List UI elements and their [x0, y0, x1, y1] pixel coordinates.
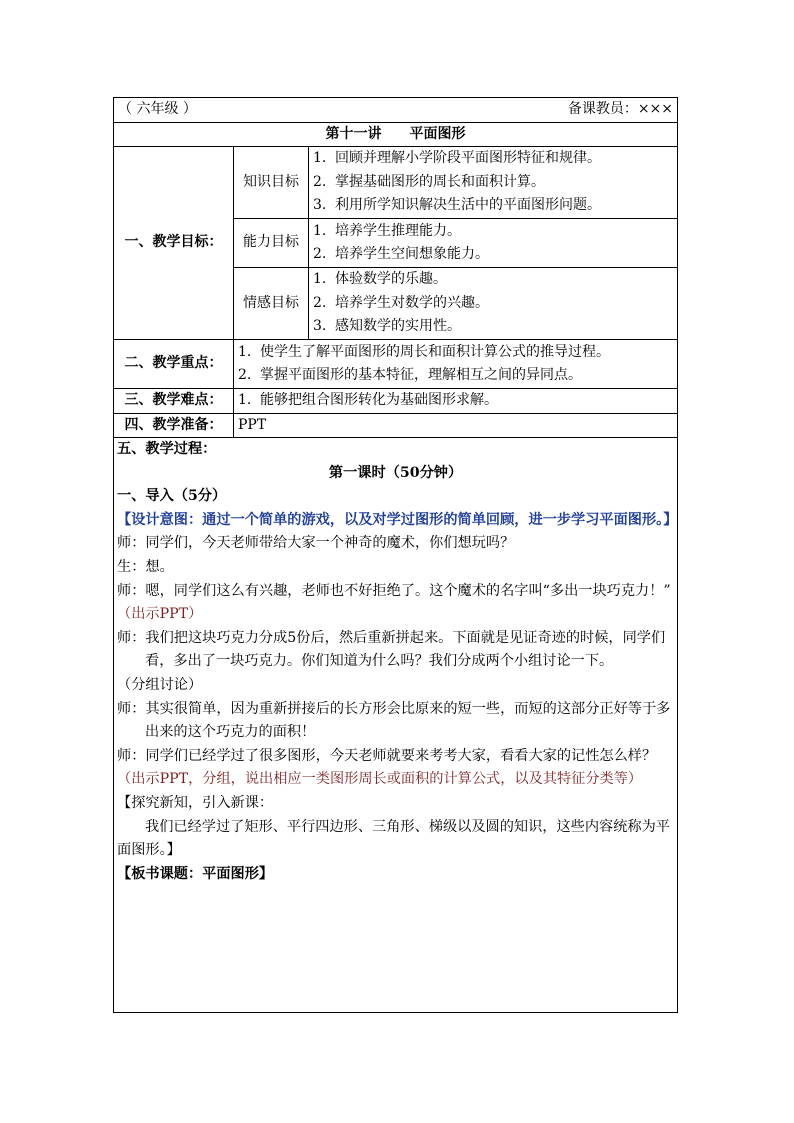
- key-points-items: [234, 340, 678, 389]
- objective-item: 1. 体验数学的乐趣。: [313, 271, 447, 288]
- key-points-label: 二、教学重点：: [114, 340, 234, 389]
- header-row: [114, 98, 678, 123]
- grade-label: （ 六年级 ）: [118, 101, 197, 117]
- difficulties-row: [114, 389, 678, 414]
- objective-item: 2. 掌握基础图形的周长和面积计算。: [313, 173, 545, 190]
- preparation-label: 四、教学准备：: [114, 413, 234, 438]
- objective-item: 3. 感知数学的实用性。: [313, 318, 461, 335]
- title-row: [114, 122, 678, 147]
- board-title: 【板书课题：平面图形】: [117, 865, 274, 882]
- process-label: 五、教学过程：: [117, 441, 217, 457]
- dialogue-line: 师：嗯，同学们这么有兴趣，老师也不好拒绝了。这个魔术的名字叫“多出一块巧克力！”: [117, 582, 671, 599]
- stage-note: （分组讨论）: [117, 676, 203, 693]
- teacher-label: 备课教员：×××: [567, 101, 674, 117]
- lesson-plan-document: [113, 97, 677, 1013]
- key-points-row: [114, 340, 678, 389]
- preparation-row: [114, 413, 678, 438]
- objective-items-knowledge: [309, 147, 678, 219]
- key-point-item: 2. 掌握平面图形的基本特征，理解相互之间的异同点。: [238, 367, 582, 383]
- dialogue-line: 生：想。: [117, 558, 174, 575]
- objective-item: 2. 培养学生空间想象能力。: [313, 246, 489, 262]
- process-row: [114, 438, 678, 1013]
- header-cell: [114, 98, 678, 123]
- dialogue-line: 师：我们把这块巧克力分成5份后，然后重新拼起来。下面就是见证奇迹的时候，同学们看，多出了一块巧克力。你们知道为什么吗？我们分成两个小组讨论一下。: [117, 629, 666, 670]
- objective-item: 3. 利用所学知识解决生活中的平面图形问题。: [313, 197, 601, 214]
- lesson-plan-table: [113, 97, 678, 1013]
- objective-items-emotion: [309, 268, 678, 340]
- objectives-label: 一、教学目标：: [114, 147, 234, 340]
- difficulties-items: [234, 389, 678, 414]
- lesson-title: 第十一讲 平面图形: [114, 122, 678, 147]
- stage-note: （出示PPT）: [117, 606, 203, 623]
- period-title: 第一课时（50分钟）: [328, 464, 463, 481]
- dialogue-line: 师：其实很简单，因为重新拼接后的长方形会比原来的短一些，而短的这部分正好等于多出来的这个巧克力的面积！: [117, 700, 671, 741]
- design-intent: 【设计意图：通过一个简单的游戏，以及对学过图形的简单回顾，进一步学习平面图形。】: [117, 511, 678, 528]
- dialogue-line: 师：同学们，今天老师带给大家一个神奇的魔术，你们想玩吗？: [117, 535, 515, 552]
- objective-category-knowledge: 知识目标: [234, 147, 309, 219]
- explore-body: 我们已经学过了矩形、平行四边形、三角形、梯级以及圆的知识，这些内容统称为平面图形。】: [117, 818, 670, 859]
- dialogue-line: 师：同学们已经学过了很多图形，今天老师就要来考考大家，看看大家的记性怎么样？: [117, 747, 657, 764]
- key-point-item: 1. 使学生了解平面图形的周长和面积计算公式的推导过程。: [238, 343, 610, 360]
- objective-items-ability: [309, 219, 678, 268]
- intro-heading: 一、导入（5分）: [117, 488, 227, 505]
- objective-item: 1. 回顾并理解小学阶段平面图形特征和规律。: [313, 150, 601, 167]
- objective-row-knowledge: [114, 147, 678, 219]
- stage-note: （出示PPT，分组，说出相应一类图形周长或面积的计算公式，以及其特征分类等）: [117, 771, 643, 788]
- objective-category-emotion: 情感目标: [234, 268, 309, 340]
- objective-item: 1. 培养学生推理能力。: [313, 222, 461, 239]
- objective-category-ability: 能力目标: [234, 219, 309, 268]
- objective-item: 2. 培养学生对数学的兴趣。: [313, 294, 489, 311]
- process-cell: [114, 438, 678, 1013]
- difficulties-label: 三、教学难点：: [114, 389, 234, 414]
- difficulty-item: 1. 能够把组合图形转化为基础图形求解。: [238, 392, 498, 408]
- preparation-value: PPT: [234, 413, 678, 438]
- explore-heading: 【探究新知，引入新课：: [117, 794, 274, 811]
